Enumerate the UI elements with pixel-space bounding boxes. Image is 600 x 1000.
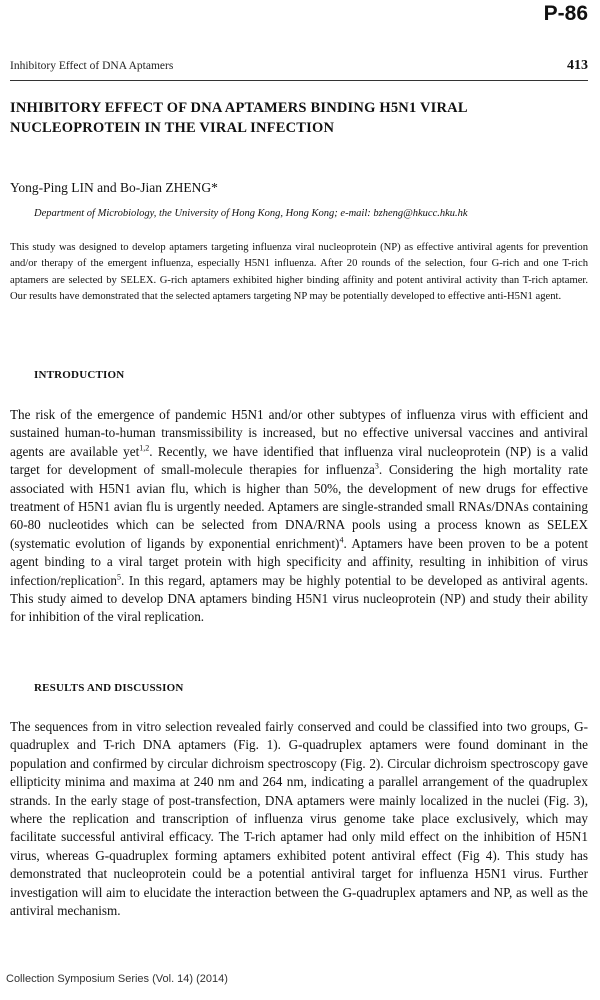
affiliation: Department of Microbiology, the University of Hong Kong, Hong Kong; e-mail: bzheng@hkucc.hku.hk [34,208,468,219]
intro-text-5: . In this regard, aptamers may be highly potential to be developed as antiviral agents. This study aimed to develop DNA aptamers binding H5N1 virus nucleoprotein (NP) and study their ability for inhibition of the viral replication. [10,572,588,625]
intro-text-1: The risk of the emergence of pandemic H5N1 and/or other subtypes of influenza virus with efficient and sustained human-to-human transmissibility is increased, but no effective universal vaccines and antiviral agents are available yet [10,407,588,459]
page-number: 413 [567,58,588,73]
article-title: INHIBITORY EFFECT OF DNA APTAMERS BINDING H5N1 VIRAL NUCLEOPROTEIN IN THE VIRAL INFECTION [10,100,467,136]
results-paragraph: The sequences from in vitro selection revealed fairly conserved and could be classified into two groups, G-quadruplex and T-rich DNA aptamers (Fig. 1). G-quadruplex aptamers were found dominant in the population and confirmed by circular dichroism spectroscopy (Fig. 2). Circular dichroism spectroscopy gave ellipticity minima and maxima at 240 nm and 264 nm, indicating a parallel arrangement of the quadruplex strands. In the early stage of post-transfection, DNA aptamers were mainly localized in the nuclei (Fig. 3), where the replication and transcription of influenza virus genome take place exclusively, which may facilitate successful antiviral efficacy. The T-rich aptamer had only mild effect on the inhibition of H5N1 virus, whereas G-quadruplex forming aptamers exhibited potent antiviral effect (Fig 4). This study has demonstrated that nucleoprotein could be a potential antiviral target for influenza H5N1 virus. Further investigation will aim to elucidate the interaction between the G-quadruplex aptamers and NP, as well as the antiviral mechanism. [10,719,588,919]
intro-text-2: . Recently, we have identified that influenza viral nucleoprotein (NP) is a valid target for development of small-molecule therapies for influenza [10,443,588,478]
results-heading: RESULTS AND DISCUSSION [34,682,184,694]
introduction-heading: INTRODUCTION [34,369,125,381]
citation-1-2: 1,2 [139,443,150,453]
abstract: This study was designed to develop aptamers targeting influenza viral nucleoprotein (NP) as effective antiviral agents for prevention and/or therapy of the emergent influenza, especially H5N1 influenza. After 20 rounds of the selection, four G-rich and one T-rich aptamers are selected by SELEX. G-rich aptamers exhibited higher binding affinity and potent antiviral activity than T-rich aptamer. Our results have demonstrated that the selected aptamers targeting NP may be potentially developed to effective anti-H5N1 agent. [10,242,588,303]
intro-text-3: . Considering the high mortality rate associated with H5N1 avian flu, which is higher than 50%, the development of new drugs for effective treatment of H5N1 avian flu is urgently needed. Aptamers are single-stranded small RNAs/DNAs containing 60-80 nucleotides which can be selected from DNA/RNA pools using a process known as SELEX (systematic evolution of ligands by exponential enrichment) [10,462,588,551]
introduction-paragraph [10,406,588,627]
page-tag: P-86 [543,2,588,25]
citation-4: 4 [339,535,344,545]
intro-text-4: . Aptamers have been proven to be a potent agent binding to a viral target protein with high specificity and affinity, resulting in inhibition of virus infection/replication [10,535,588,588]
authors: Yong-Ping LIN and Bo-Jian ZHENG* [10,180,218,195]
citation-3: 3 [374,461,379,471]
running-header-title: Inhibitory Effect of DNA Aptamers [10,60,174,72]
citation-5: 5 [116,572,121,582]
footer: Collection Symposium Series (Vol. 14) (2014) [6,973,228,985]
running-header [10,58,588,81]
